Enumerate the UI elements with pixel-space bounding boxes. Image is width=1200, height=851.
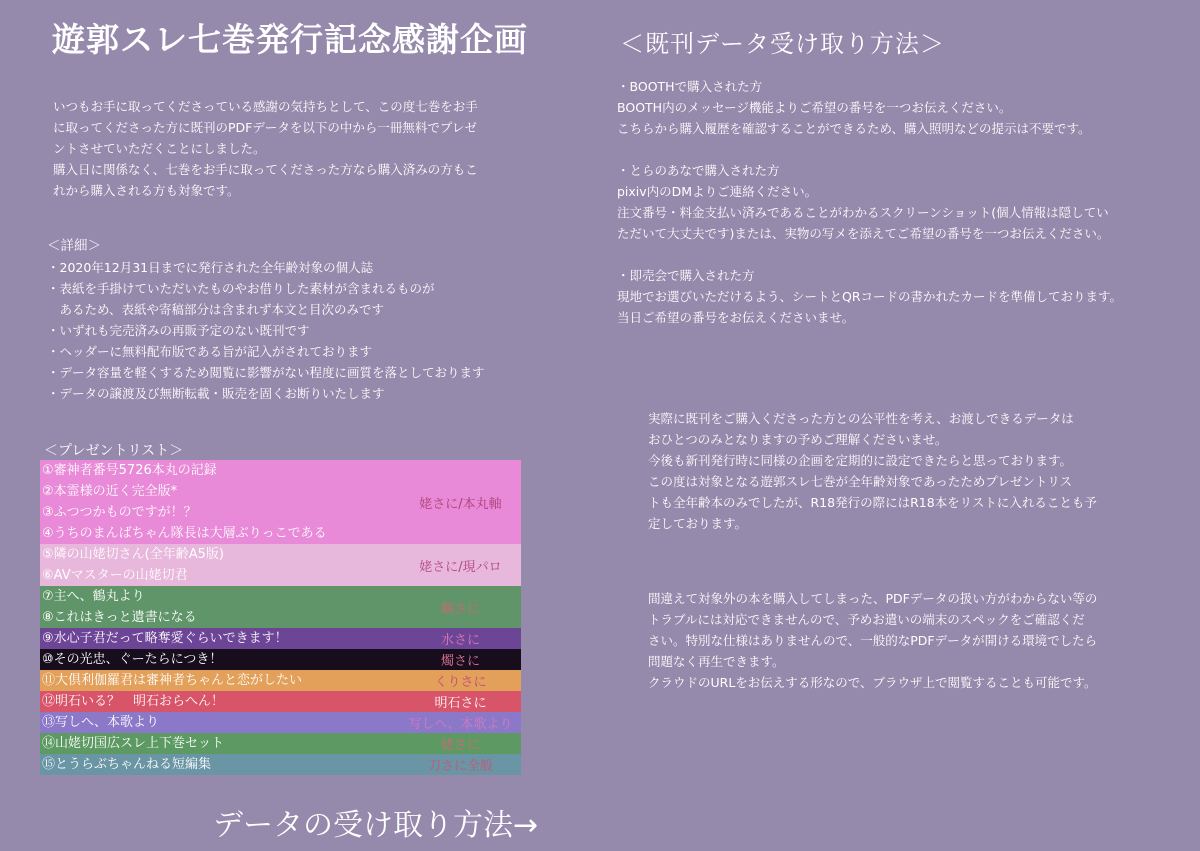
event-line: 現地でお選びいただけるよう、シートとQRコードの書かれたカードを準備しております。 [617,289,1123,304]
fairness-line: おひとつのみとなりますの予めご理解くださいませ。 [648,432,948,447]
trouble-note [648,588,1097,693]
page-title: 遊郭スレ七巻発行記念感謝企画 [52,20,528,59]
booth-line: BOOTH内のメッセージ機能よりご希望の番号を一つお伝えください。 [617,100,1012,115]
toranoana-line: ただいて大丈夫です)または、実物の写メを添えてご希望の番号を一つお伝えください。 [617,226,1110,241]
event-line: 当日ご希望の番号をお伝えくださいませ。 [617,310,855,325]
present-item: ⑮とうらぶちゃんねる短編集 [42,757,212,772]
present-group [40,460,521,544]
present-item: ②本霊様の近く完全版* [42,484,178,499]
present-group-label: 姥さに [440,738,480,753]
details-item: ・いずれも完売済みの再販予定のない既刊です [47,323,310,338]
fairness-line: この度は対象となる遊郭スレ七巻が全年齢対象であったためプレゼントリス [648,474,1073,489]
present-item: ⑫明石いる？ 明石おらへん！ [42,694,225,709]
present-item: ⑭山姥切国広スレ上下巻セット [42,736,225,751]
present-item: ⑪大倶利伽羅君は審神者ちゃんと恋がしたい [42,673,303,688]
present-item: ⑨水心子君だって略奪愛ぐらいできます！ [42,631,288,646]
trouble-line: クラウドのURLをお伝えする形なので、ブラウザ上で閲覧することも可能です。 [648,675,1097,690]
present-group [40,754,521,775]
present-item: ⑦主へ、鶴丸より [42,589,145,604]
present-item: ⑬写しへ、本歌より [42,715,160,730]
details-item: ・ヘッダーに無料配布版である旨が記入がされております [47,344,373,359]
trouble-line: トラブルには対応できませんので、予めお遣いの端末のスペックをご確認くだ [648,612,1085,627]
details-item: ・2020年12月31日までに発行された全年齢対象の個人誌 [47,260,374,275]
event-instructions [617,265,1122,328]
present-group [40,712,521,733]
fairness-line: 実際に既刊をご購入くださった方との公平性を考え、お渡しできるデータは [648,411,1074,426]
present-group [40,691,521,712]
present-item: ③ふつつかものですが！？ [42,505,197,520]
booth-instructions [617,76,1122,139]
present-item: ①審神者番号5726本丸の記録 [42,463,217,478]
details-list [47,257,485,404]
present-group-label: 鶴さに [440,601,480,617]
receive-instructions [617,76,1122,328]
present-group [40,649,521,670]
booth-line: こちらから購入履歴を確認することができるため、購入照明などの提示は不要です。 [617,121,1091,136]
present-item: ⑩その光忠、ぐーたらにつき！ [42,652,223,667]
present-group-label: 刀さに全般 [427,759,493,774]
fairness-line: 今後も新刊発行時に同様の企画を定期的に設定できたらと思っております。 [648,453,1073,468]
intro-line: いつもお手に取ってくださっている感謝の気持ちとして、この度七巻をお手 [53,99,478,114]
present-group-label: 水さに [440,633,480,648]
present-group [40,586,521,628]
fairness-line: トも全年齢本のみでしたが、R18発行の際にはR18本をリストに入れることも予 [648,495,1097,510]
details-heading: ＜詳細＞ [47,238,101,254]
toranoana-line: ・とらのあなで購入された方 [617,163,780,178]
details-item: ・データの譲渡及び無断転載・販売を固くお断りいたします [47,386,385,401]
trouble-line: 間違えて対象外の本を購入してしまった、PDFデータの扱い方がわからない等の [648,591,1098,606]
present-group [40,670,521,691]
present-item: ⑧これはきっと遺書になる [42,610,197,625]
toranoana-line: 注文番号・料金支払い済みであることがわかるスクリーンショット(個人情報は隠してい [617,205,1109,220]
booth-line: ・BOOTHで購入された方 [617,79,763,94]
intro-line: ントさせていただくことにしました。 [53,141,266,156]
present-group-label: 姥さに/本丸軸 [419,496,502,512]
present-group-label: くりさに [434,675,487,690]
event-line: ・即売会で購入された方 [617,268,755,283]
present-group [40,628,521,649]
receive-method-link[interactable]: データの受け取り方法→ [213,808,539,843]
intro-line: に取ってくださった方に既刊のPDFデータを以下の中から一冊無料でプレゼ [53,120,477,135]
intro-line: れから購入される方も対象です。 [53,183,240,198]
details-section [47,236,485,404]
receive-method-title: ＜既刊データ受け取り方法＞ [620,30,945,58]
intro-line: 購入日に関係なく、七巻をお手に取ってくださった方なら購入済みの方もこ [53,162,478,177]
present-item: ⑥AVマスターの山姥切君 [42,568,188,583]
present-group [40,544,521,586]
toranoana-line: pixiv内のDMよりご連絡ください。 [617,184,818,199]
toranoana-instructions [617,160,1122,244]
trouble-line: 問題なく再生できます。 [648,654,785,669]
present-group [40,733,521,754]
present-group-label: 明石さに [434,696,487,711]
present-group-label: 燭さに [440,654,480,669]
details-item: あるため、表紙や寄稿部分は含まれず本文と目次のみです [47,302,385,317]
fairness-line: 定しております。 [648,516,748,531]
details-item: ・表紙を手掛けていただいたものやお借りした素材が含まれるものが [47,281,435,296]
present-list [40,460,521,775]
fairness-note [648,408,1097,534]
present-group-label: 写しへ、本歌より [408,717,513,732]
trouble-line: さい。特別な仕様はありませんので、一般的なPDFデータが開ける環境でしたら [648,633,1098,648]
present-item: ⑤隣の山姥切さん(全年齢A5版) [42,547,224,562]
present-list-heading: ＜プレゼントリスト＞ [44,443,184,459]
details-item: ・データ容量を軽くするため閲覧に影響がない程度に画質を落としております [47,365,485,380]
intro-text [53,96,478,201]
present-group-label: 姥さに/現パロ [419,559,502,575]
present-item: ④うちのまんばちゃん隊長は大層ぶりっこである [42,526,327,541]
